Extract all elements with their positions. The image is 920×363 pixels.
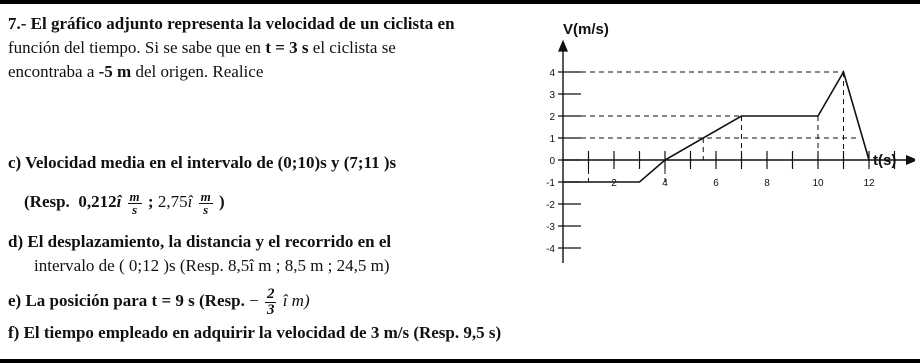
unit-fraction-1: $\frac{m}{s}$ <box>129 188 140 217</box>
minus-sign: − <box>249 291 259 310</box>
x-tick-label: 4 <box>662 178 668 189</box>
x-axis-arrow <box>906 155 915 165</box>
position-fraction: $\frac{2}{3}$ <box>266 285 275 318</box>
y-tick-label: 1 <box>549 134 555 145</box>
y-tick-label: -2 <box>546 200 555 211</box>
y-tick-label: -1 <box>546 178 555 189</box>
x-tick-label: 12 <box>863 178 875 189</box>
item-e-end: î m) <box>282 291 310 310</box>
resp-value-2: 2,75 <box>157 192 188 211</box>
velocity-time-chart <box>515 12 915 272</box>
problem-text: función del tiempo. Si se sabe que en <box>8 38 262 57</box>
axes <box>558 40 915 263</box>
time-value: t = 3 s <box>265 38 309 57</box>
problem-line-3 <box>8 62 263 82</box>
y-tick-label: 4 <box>549 68 555 79</box>
y-tick-label: -4 <box>546 244 555 255</box>
guide-lines <box>563 72 856 182</box>
item-f-text: f) El tiempo empleado en adquirir la velocidad de 3 m/s (Resp. 9,5 s) <box>8 323 502 342</box>
unit-fraction-2: $\frac{m}{s}$ <box>200 188 211 217</box>
item-f <box>8 323 501 343</box>
item-d-text: intervalo de ( 0;12 )s (Resp. 8,5î m ; 8,5 m ; 24,5 m) <box>34 256 390 275</box>
item-e <box>8 284 310 318</box>
resp-value-1: 0,212 <box>78 192 117 211</box>
x-axis-label: t(s) <box>873 152 897 169</box>
item-d-text: d) El desplazamiento, la distancia y el recorrido en el <box>8 232 392 251</box>
resp-end: ) <box>218 192 225 211</box>
x-tick-label: 10 <box>812 178 824 189</box>
y-tick-label: -3 <box>546 222 555 233</box>
problem-text: el ciclista se <box>312 38 396 57</box>
resp-label: (Resp. <box>24 192 70 211</box>
item-e-text: e) La posición para t = 9 s (Resp. <box>8 291 245 310</box>
y-tick-label: 3 <box>549 90 555 101</box>
x-tick-label: 6 <box>713 178 719 189</box>
top-border <box>0 0 920 4</box>
y-tick-label: 0 <box>549 156 555 167</box>
item-c-text: c) Velocidad media en el intervalo de (0;10)s y (7;11 )s <box>8 153 397 172</box>
y-axis-label: V(m/s) <box>563 21 609 38</box>
x-tick-label: 2 <box>611 178 617 189</box>
y-axis-arrow <box>558 40 568 52</box>
item-c <box>8 153 396 173</box>
problem-line-2 <box>8 38 396 58</box>
resp-separator: ; <box>147 192 154 211</box>
problem-line-1 <box>8 14 455 34</box>
x-tick-label: 8 <box>764 178 770 189</box>
item-c-answer: (Resp. 0,212î $\frac{m}{s}$ ; 2,75î $\frac{m}{s}$ ) <box>24 188 225 217</box>
bottom-border <box>0 359 920 363</box>
item-d-line-1 <box>8 232 391 252</box>
problem-text: del origen. Realice <box>135 62 264 81</box>
y-tick-label: 2 <box>549 112 555 123</box>
position-value: -5 m <box>98 62 132 81</box>
problem-text: 7.- El gráfico adjunto representa la velocidad de un ciclista en <box>8 14 455 33</box>
item-d-line-2 <box>34 256 390 276</box>
problem-text: encontraba a <box>8 62 95 81</box>
tick-marks <box>546 68 897 255</box>
